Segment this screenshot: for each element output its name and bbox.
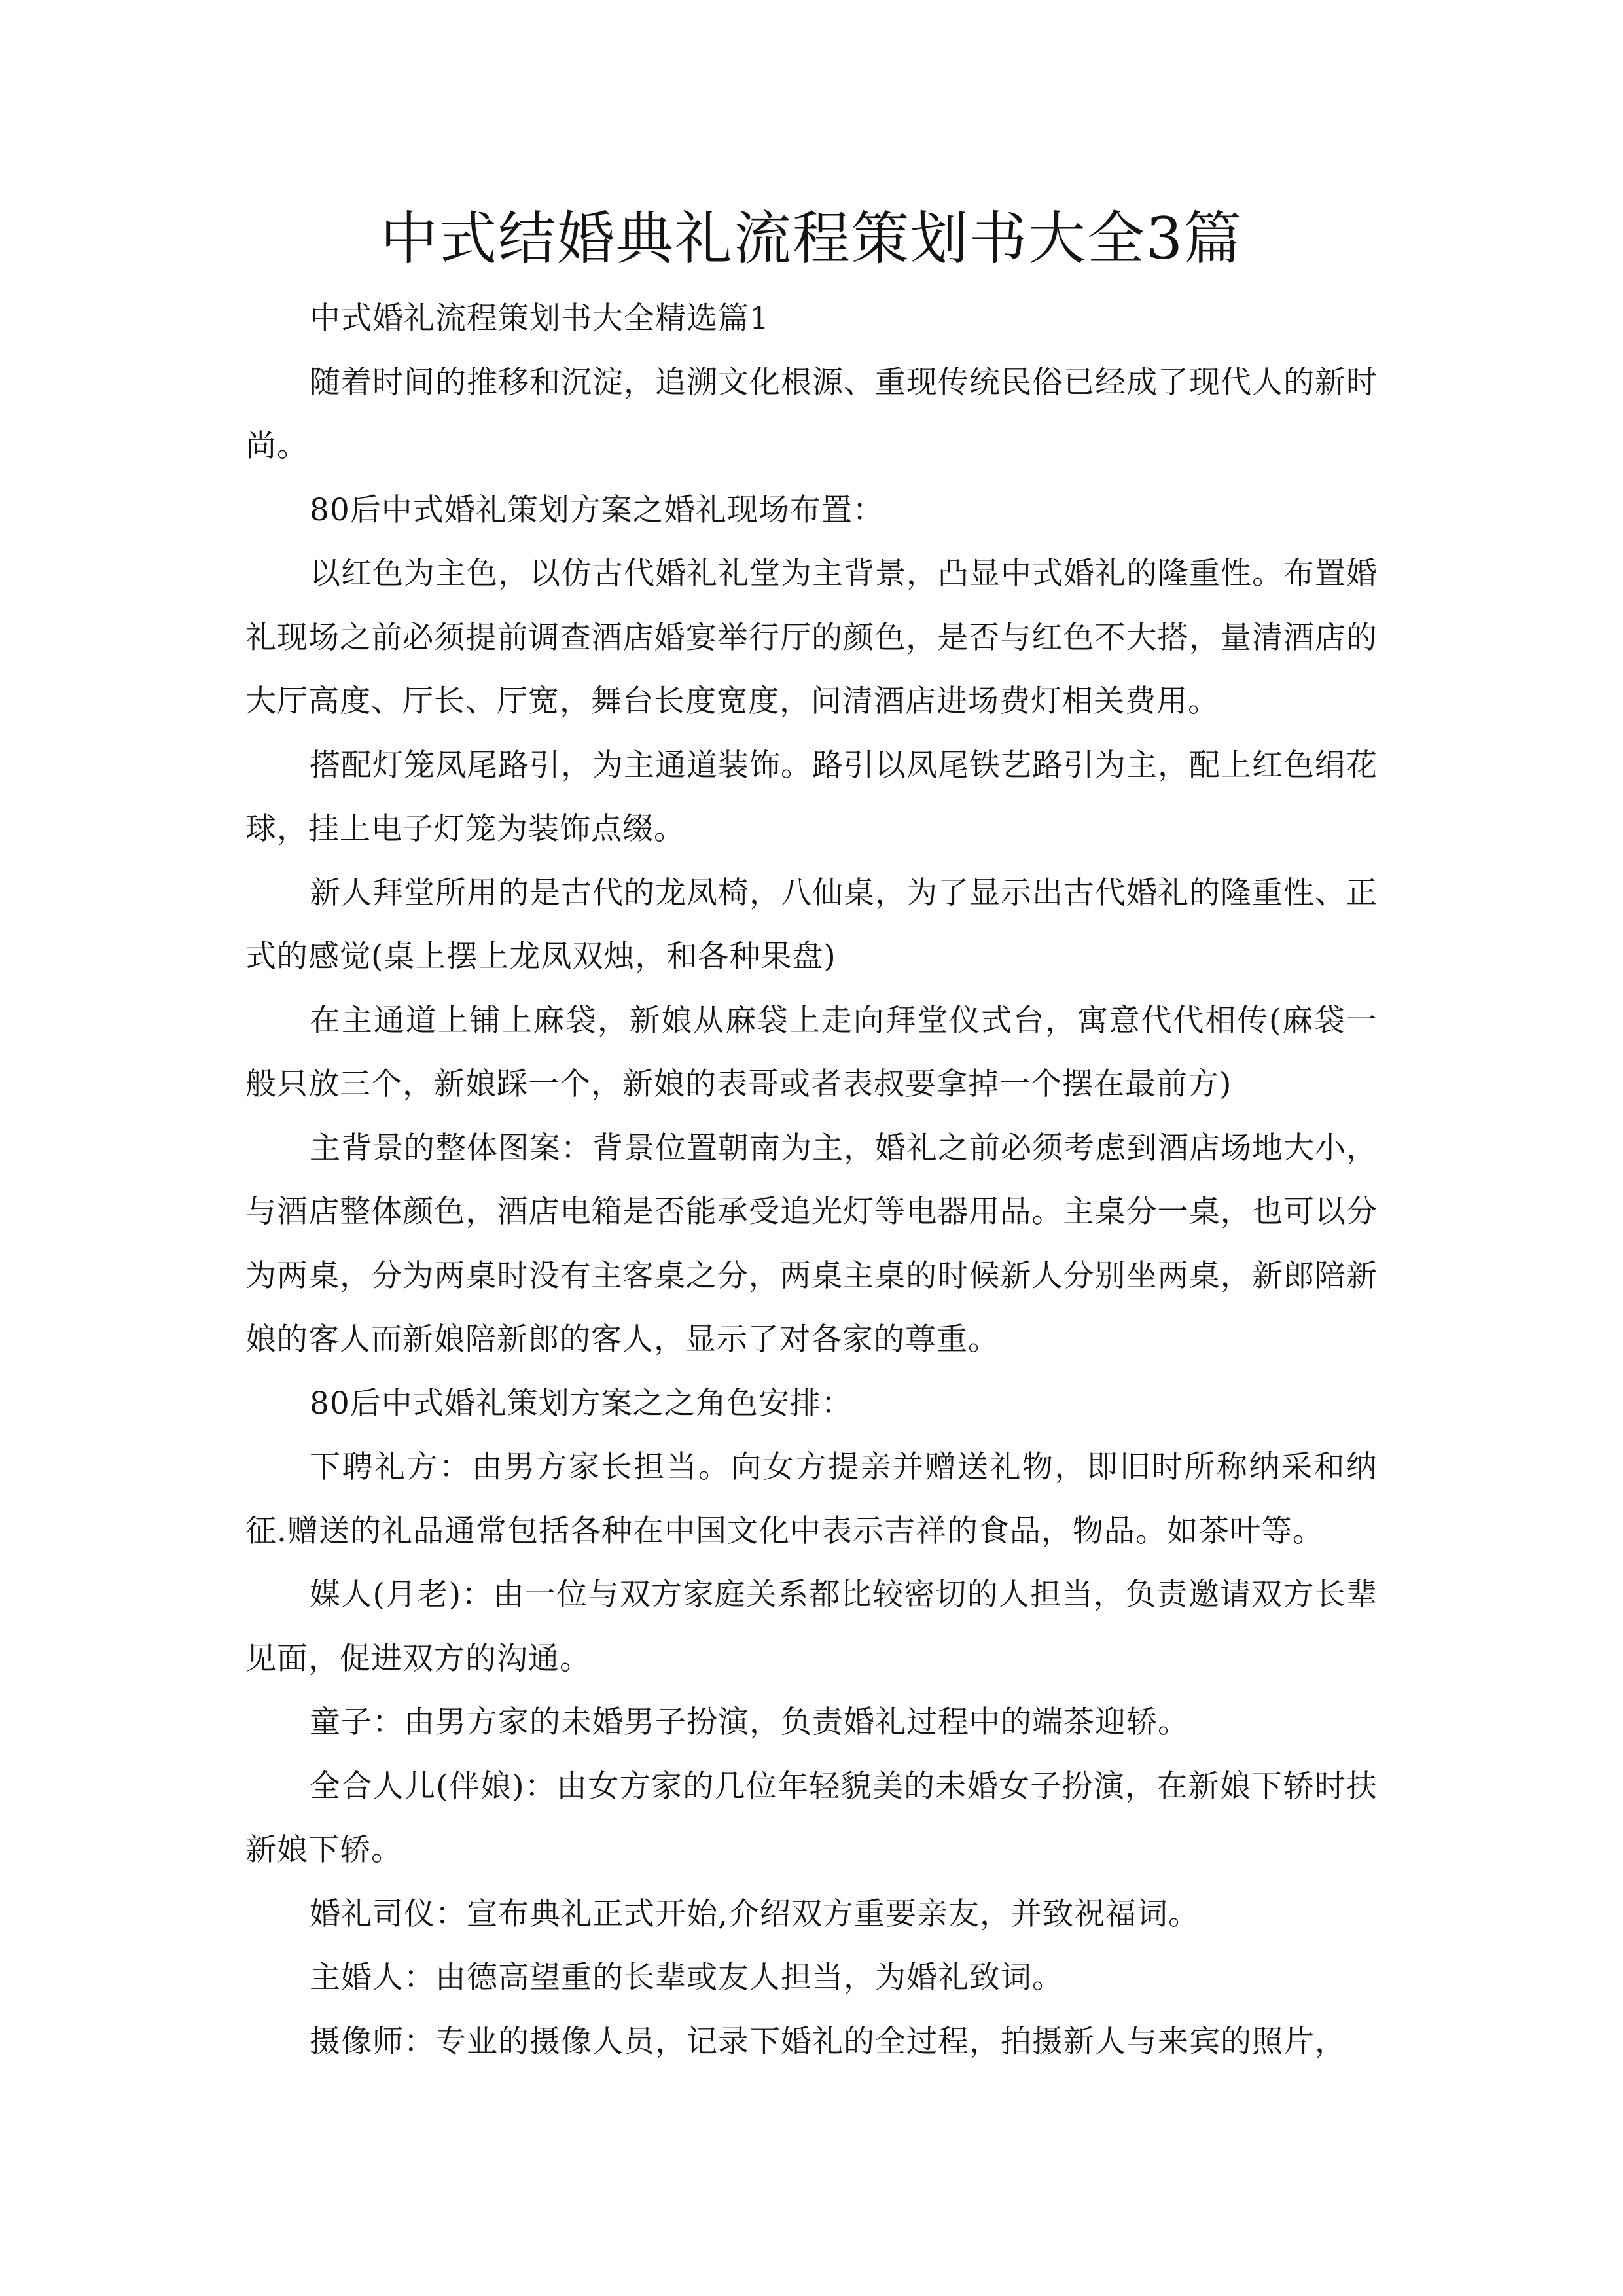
body-paragraph: 婚礼司仪：宣布典礼正式开始,介绍双方重要亲友，并致祝福词。	[310, 1895, 1200, 1932]
body-paragraph: 新人拜堂所用的是古代的龙凤椅，八仙桌，为了显示出古代婚礼的隆重性、正式的感觉(桌上摆上龙凤双烛，和各种果盘)	[245, 874, 1378, 975]
body-paragraph: 全合人儿(伴娘)：由女方家的几位年轻貌美的未婚女子扮演，在新娘下轿时扶新娘下轿。	[245, 1768, 1378, 1868]
subsection-heading: 80后中式婚礼策划方案之婚礼现场布置：	[310, 492, 884, 528]
body-paragraph: 随着时间的推移和沉淀，追溯文化根源、重现传统民俗已经成了现代人的新时尚。	[245, 364, 1378, 464]
document-title: 中式结婚典礼流程策划书大全3篇	[380, 205, 1243, 272]
body-paragraph: 主婚人：由德高望重的长辈或友人担当，为婚礼致词。	[310, 1960, 1063, 1996]
body-paragraph: 搭配灯笼凤尾路引，为主通道装饰。路引以凤尾铁艺路引为主，配上红色绢花球，挂上电子灯笼为装饰点缀。	[245, 747, 1378, 847]
body-paragraph: 以红色为主色，以仿古代婚礼礼堂为主背景，凸显中式婚礼的隆重性。布置婚礼现场之前必须提前调查酒店婚宴举行厅的颜色，是否与红色不大搭，量清酒店的大厅高度、厅长、厅宽，舞台长度宽度，问清酒店进场费灯相关费用。	[245, 556, 1378, 719]
body-paragraph: 摄像师：专业的摄像人员，记录下婚礼的全过程，拍摄新人与来宾的照片，	[310, 2023, 1346, 2060]
document-body	[245, 287, 1378, 2073]
body-paragraph: 媒人(月老)：由一位与双方家庭关系都比较密切的人担当，负责邀请双方长辈见面，促进双方的沟通。	[245, 1577, 1378, 1677]
body-paragraph: 在主通道上铺上麻袋，新娘从麻袋上走向拜堂仪式台，寓意代代相传(麻袋一般只放三个，新娘踩一个，新娘的表哥或者表叔要拿掉一个摆在最前方)	[245, 1002, 1378, 1102]
section-heading: 中式婚礼流程策划书大全精选篇1	[310, 300, 770, 336]
body-paragraph: 主背景的整体图案：背景位置朝南为主，婚礼之前必须考虑到酒店场地大小，与酒店整体颜色，酒店电箱是否能承受追光灯等电器用品。主桌分一桌，也可以分为两桌，分为两桌时没有主客桌之分，两桌主桌的时候新人分别坐两桌，新郎陪新娘的客人而新娘陪新郎的客人，显示了对各家的尊重。	[245, 1130, 1378, 1357]
subsection-heading: 80后中式婚礼策划方案之之角色安排：	[310, 1385, 853, 1422]
body-paragraph: 童子：由男方家的未婚男子扮演，负责婚礼过程中的端茶迎轿。	[310, 1704, 1189, 1740]
body-paragraph: 下聘礼方：由男方家长担当。向女方提亲并赠送礼物，即旧时所称纳采和纳征.赠送的礼品通常包括各种在中国文化中表示吉祥的食品，物品。如茶叶等。	[245, 1449, 1378, 1549]
